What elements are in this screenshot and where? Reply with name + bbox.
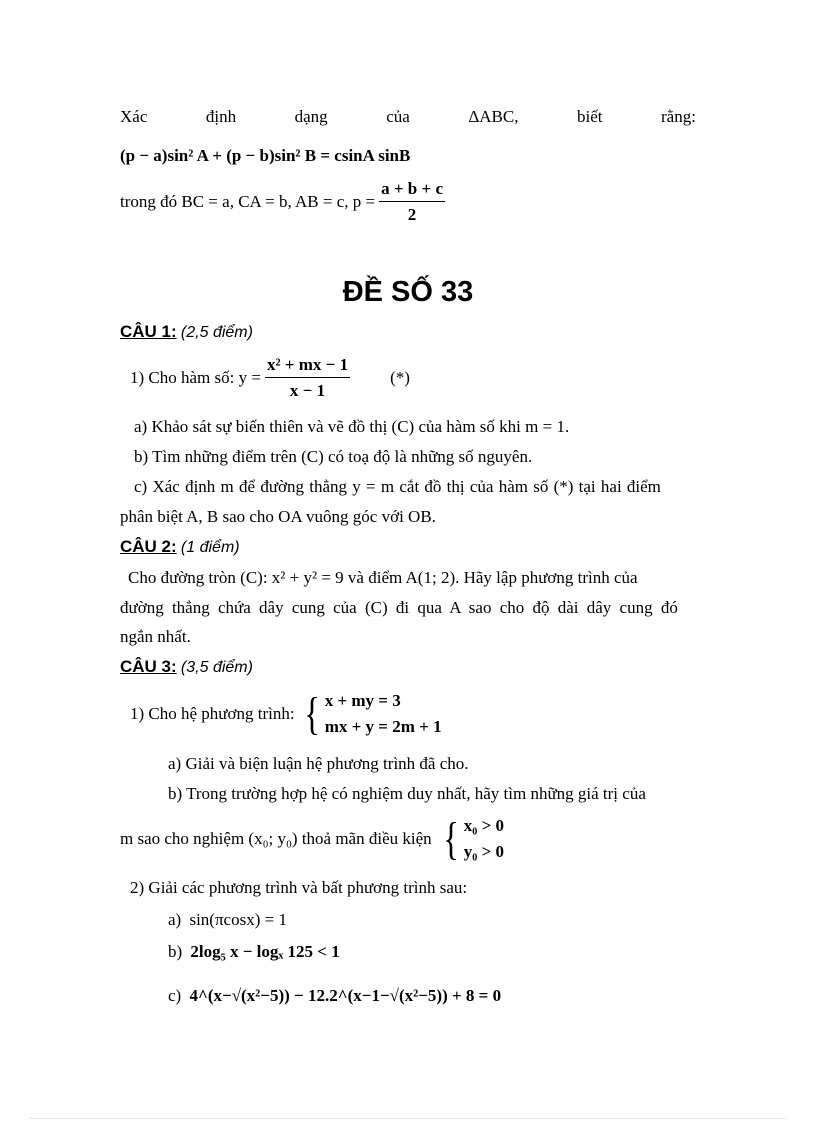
- cau1-heading-line: [120, 322, 253, 343]
- cau1-q1-prefix: 1) Cho hàm số: y =: [130, 368, 261, 387]
- cau2-heading-line: [120, 537, 240, 558]
- left-brace-icon: {: [303, 688, 320, 739]
- q2c-label: c): [168, 986, 182, 1005]
- intro-where-line: [120, 180, 449, 224]
- cau3-heading-line: [120, 657, 253, 678]
- cau2-points: (1 điểm): [180, 539, 240, 556]
- cau3-a: a) Giải và biện luận hệ phương trình đã cho.: [168, 754, 469, 773]
- cau3-q2a-line: [168, 910, 287, 930]
- condition-row-2: y₀ > 0: [463, 842, 505, 861]
- q2a-label: a): [168, 910, 182, 929]
- cau3-b: b) Trong trường hợp hệ có nghiệm duy nhất, hãy tìm những giá trị của: [168, 784, 646, 803]
- intro-equation: (p − a)sin² A + (p − b)sin² B = csinA sinB: [120, 146, 411, 165]
- cau1-q1-line: [130, 356, 410, 400]
- cau1-a: a) Khảo sát sự biến thiên và vẽ đồ thị (C) của hàm số khi m = 1.: [134, 417, 570, 436]
- cau3-m-line: [120, 812, 504, 866]
- cau1-points: (2,5 điểm): [180, 324, 253, 341]
- cau1-c1: c) Xác định m để đường thẳng y = m cắt đồ thị của hàm số (*) tại hai điểm: [134, 477, 661, 496]
- intro-word: biết: [576, 107, 603, 126]
- cau1-tag: (*): [390, 368, 410, 387]
- system-of-equations: [301, 688, 442, 740]
- cau1-fraction: [265, 356, 350, 400]
- cau3-m-text: m sao cho nghiệm (x₀; y₀) thoả mãn điều kiện: [120, 829, 432, 848]
- cau3-q2b-line: [168, 942, 340, 962]
- condition-row-1: x₀ > 0: [463, 816, 505, 835]
- system-row-1: x + my = 3: [324, 691, 401, 710]
- q2b-inequality: 2log₅ x − logₓ 125 < 1: [190, 942, 340, 961]
- cau3-q2c-line: [168, 986, 501, 1006]
- cau1-c2: phân biệt A, B sao cho OA vuông góc với OB.: [120, 507, 436, 526]
- q2b-label: b): [168, 942, 183, 961]
- cau2-l1: Cho đường tròn (C): x² + y² = 9 và điểm A(1; 2). Hãy lập phương trình của: [128, 568, 638, 587]
- intro-word: Xác: [120, 107, 148, 126]
- cau1-denominator: x − 1: [289, 381, 326, 400]
- p-numerator: a + b + c: [379, 180, 445, 202]
- p-fraction: [379, 180, 445, 224]
- cau3-q2: 2) Giải các phương trình và bất phương trình sau:: [130, 878, 468, 897]
- cau3-points: (3,5 điểm): [180, 659, 253, 676]
- intro-word: rằng:: [660, 107, 696, 126]
- cau3-q1-line: [130, 688, 442, 740]
- cau2-heading: CÂU 2:: [120, 537, 177, 556]
- q2a-equation: sin(πcosx) = 1: [189, 910, 287, 929]
- q2c-equation: 4^(x−√(x²−5)) − 12.2^(x−1−√(x²−5)) + 8 = 0: [189, 986, 502, 1005]
- cau1-heading: CÂU 1:: [120, 322, 177, 341]
- intro-word: định: [205, 107, 237, 126]
- intro-word: ΔABC,: [468, 107, 519, 126]
- intro-where-prefix: trong đó BC = a, CA = b, AB = c, p =: [120, 192, 376, 211]
- cau1-numerator: x² + mx − 1: [265, 356, 350, 378]
- cau2-l2: đường thẳng chứa dây cung của (C) đi qua A sao cho độ dài dây cung đó: [120, 598, 678, 617]
- cau3-heading: CÂU 3:: [120, 657, 177, 676]
- page-title: ĐỀ SỐ 33: [342, 276, 474, 308]
- intro-word: dạng: [294, 107, 328, 126]
- p-denominator: 2: [407, 205, 417, 224]
- cau2-l3: ngắn nhất.: [120, 627, 191, 646]
- intro-line1: [120, 107, 696, 127]
- page-bottom-divider: [30, 1118, 786, 1119]
- system-row-2: mx + y = 2m + 1: [324, 717, 442, 736]
- left-brace-icon: {: [442, 813, 459, 864]
- cau1-b: b) Tìm những điểm trên (C) có toạ độ là những số nguyên.: [134, 447, 533, 466]
- cau3-q1-prefix: 1) Cho hệ phương trình:: [130, 704, 295, 723]
- intro-word: của: [386, 107, 410, 126]
- condition-system: [440, 813, 504, 865]
